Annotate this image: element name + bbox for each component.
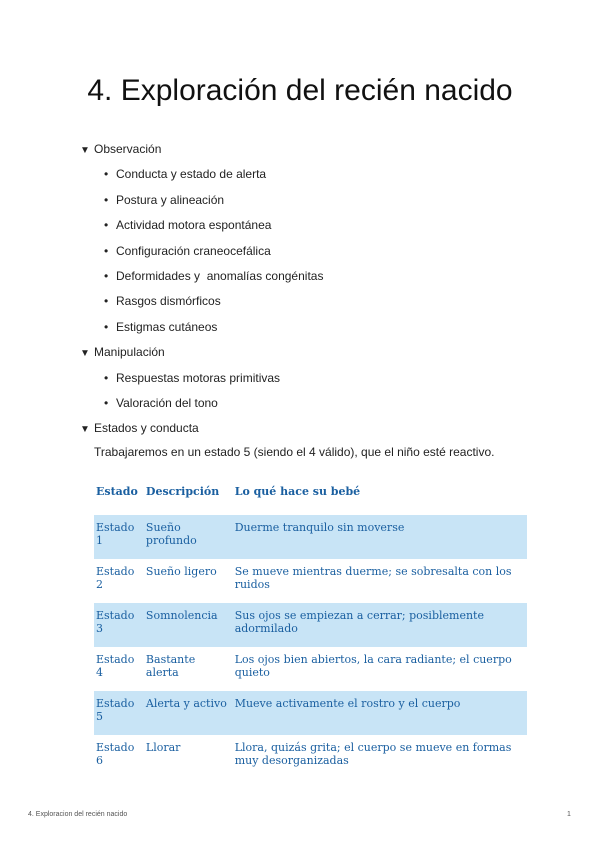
table-cell: Estado 5 [94, 691, 144, 735]
section-label: Observación [94, 142, 162, 156]
section-manipulacion[interactable] [80, 345, 165, 361]
triangle-down-icon[interactable]: ▼ [80, 424, 90, 435]
table-cell: Los ojos bien abiertos, la cara radiante; el cuerpo quieto [234, 653, 512, 679]
list-item: • Deformidades y anomalías congénitas [104, 269, 324, 283]
bullet-icon: • [104, 320, 109, 334]
table-cell: Sueño profundo [144, 515, 233, 559]
table-cell: Estado 6 [96, 741, 135, 767]
table-cell: Somnolencia [144, 603, 233, 647]
table-cell: Duerme tranquilo sin moverse [233, 515, 527, 559]
states-table [94, 478, 527, 779]
list-item: • Estigmas cutáneos [104, 320, 218, 334]
bullet-icon: • [104, 218, 109, 232]
table-row [94, 559, 527, 603]
section-observacion[interactable] [80, 142, 161, 158]
triangle-down-icon[interactable]: ▼ [80, 348, 90, 359]
list-item: • Configuración craneocefálica [104, 244, 271, 258]
triangle-down-icon[interactable]: ▼ [80, 145, 90, 156]
table-cell: Llora, quizás grita; el cuerpo se mueve en formas muy desorganizadas [234, 741, 512, 767]
bullet-icon: • [104, 294, 109, 308]
table-row [94, 647, 527, 691]
bullet-icon: • [104, 396, 109, 410]
table-row [94, 735, 527, 779]
table-row [94, 691, 527, 735]
intro-paragraph: Trabajaremos en un estado 5 (siendo el 4 válido), que el niño esté reactivo. [94, 445, 495, 459]
table-cell: Estado 1 [94, 515, 144, 559]
table-header: Lo qué hace su bebé [234, 485, 361, 498]
list-item: • Rasgos dismórficos [104, 294, 221, 308]
bullet-icon: • [104, 244, 109, 258]
table-cell: Llorar [145, 741, 181, 754]
table-cell: Bastante alerta [145, 653, 196, 679]
bullet-icon: • [104, 371, 109, 385]
table-header: Descripción [145, 485, 220, 498]
table-cell: Estado 3 [94, 603, 144, 647]
list-item: • Conducta y estado de alerta [104, 167, 267, 181]
section-label: Manipulación [94, 345, 165, 359]
table-cell: Estado 2 [96, 565, 135, 591]
table-cell: Se mueve mientras duerme; se sobresalta con los ruidos [234, 565, 512, 591]
section-estados[interactable] [80, 421, 199, 437]
table-row [94, 603, 527, 647]
table-header: Estado [96, 485, 138, 498]
footer-title: 4. Exploracion del recién nacido [28, 811, 128, 818]
bullet-icon: • [104, 167, 109, 181]
page-number: 1 [567, 811, 571, 818]
table-row [94, 515, 527, 559]
table-header-row [94, 478, 527, 515]
list-item: • Postura y alineación [104, 193, 225, 207]
bullet-icon: • [104, 269, 109, 283]
table-cell: Sus ojos se empiezan a cerrar; posiblemente adormilado [233, 603, 527, 647]
table-cell: Alerta y activo [144, 691, 233, 735]
list-item: • Actividad motora espontánea [104, 218, 272, 232]
table-cell: Sueño ligero [145, 565, 217, 578]
page-title: 4. Exploración del recién nacido [87, 74, 513, 107]
list-item: • Respuestas motoras primitivas [104, 371, 281, 385]
section-label: Estados y conducta [94, 421, 199, 435]
table-cell: Mueve activamente el rostro y el cuerpo [233, 691, 527, 735]
bullet-icon: • [104, 193, 109, 207]
list-item: • Valoración del tono [104, 396, 218, 410]
table-cell: Estado 4 [96, 653, 135, 679]
